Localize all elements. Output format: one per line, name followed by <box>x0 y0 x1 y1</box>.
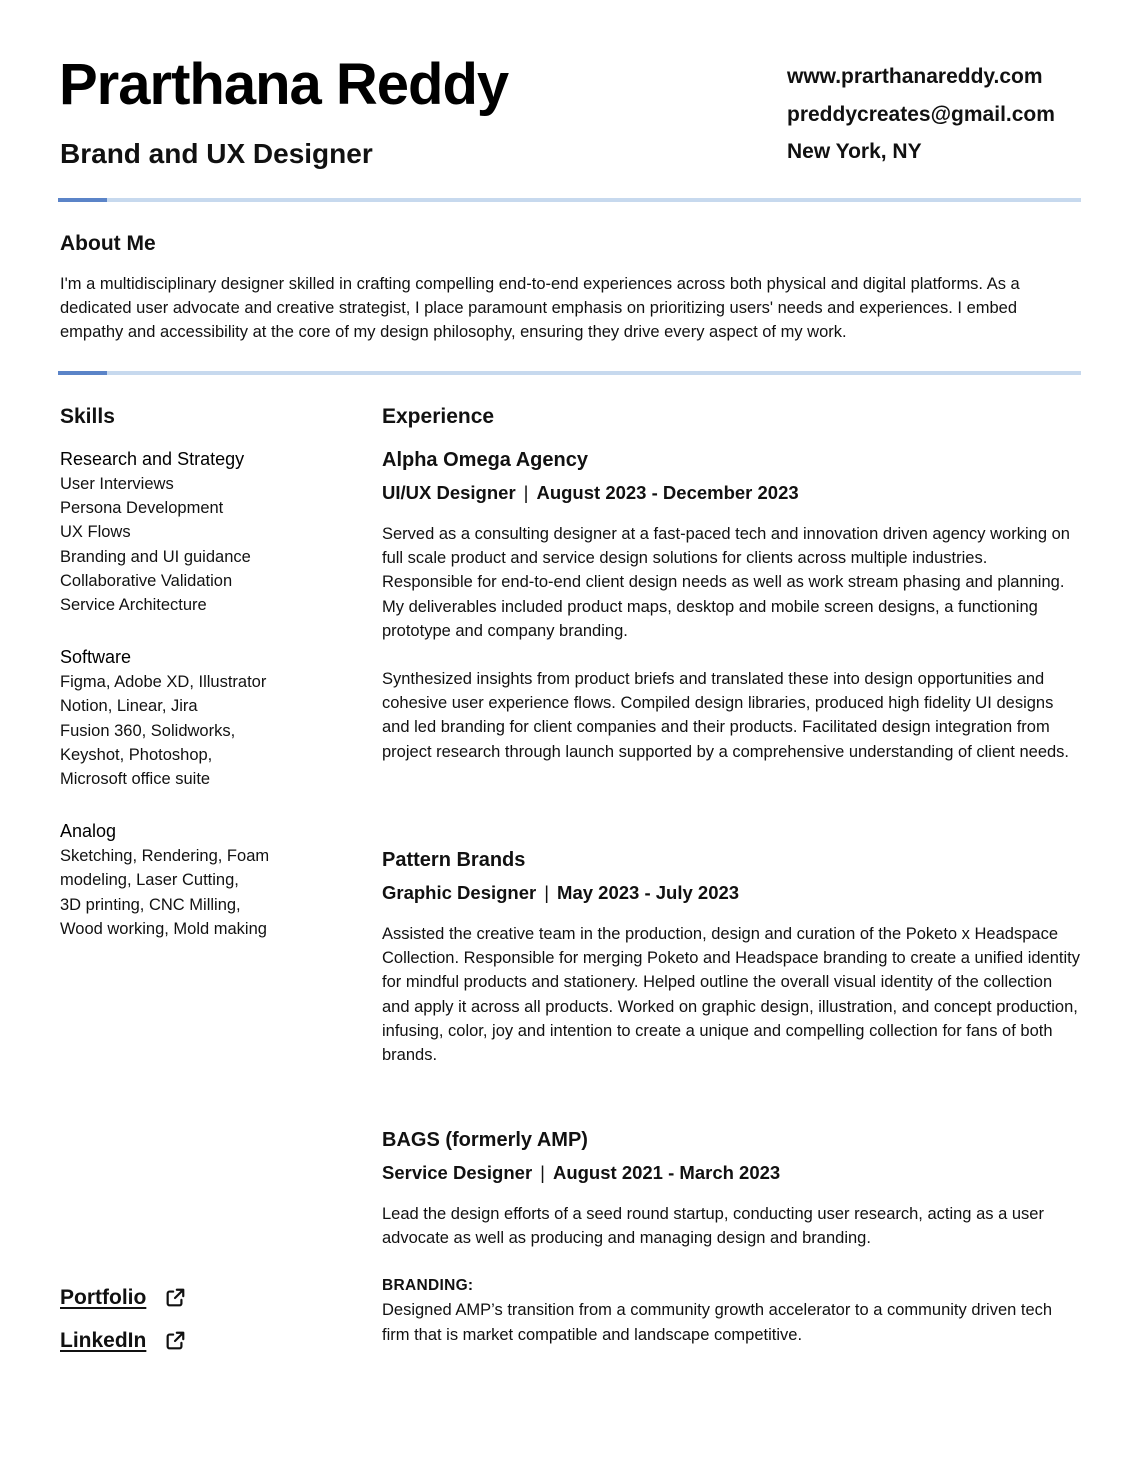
location-text: New York, NY <box>787 140 922 163</box>
section-divider <box>58 371 1081 375</box>
role-separator: | <box>540 1162 545 1183</box>
job-title: Brand and UX Designer <box>60 138 373 169</box>
role-title: Graphic Designer <box>382 882 537 903</box>
skill-item: modeling, Laser Cutting, <box>60 871 239 890</box>
job-pattern-brands <box>382 846 1082 1067</box>
job-alpha-omega <box>382 446 1082 764</box>
role-separator: | <box>523 482 529 503</box>
role-dates: May 2023 - July 2023 <box>557 882 740 903</box>
skill-group-title: Research and Strategy <box>60 449 245 469</box>
email-link[interactable]: preddycreates@gmail.com <box>787 102 1055 126</box>
role-title: Service Designer <box>382 1162 533 1183</box>
skill-item: Keyshot, Photoshop, <box>60 745 213 764</box>
branding-description: Designed AMP’s transition from a community growth accelerator to a community driven tech firm that is market compatible and landscape competitive. <box>382 1301 1053 1344</box>
about-text: I'm a multidisciplinary designer skilled in crafting compelling end-to-end experiences across both physical and digital platforms. As a dedicated user advocate and creative strategist, I place paramount emphasis on prioritizing users' needs and experiences. I embed empathy and accessibility at the core of my design philosophy, ensuring they drive every aspect of my work. <box>60 275 1020 342</box>
job-description: Lead the design efforts of a seed round startup, conducting user research, acting as a user advocate as well as producing and managing design and branding. <box>382 1205 1044 1248</box>
portfolio-row <box>60 1276 186 1319</box>
role-line <box>382 880 1082 906</box>
external-link-icon[interactable] <box>164 1330 186 1352</box>
skill-group-software <box>60 644 320 791</box>
skills-column <box>60 446 320 968</box>
linkedin-link[interactable]: LinkedIn <box>60 1328 147 1352</box>
external-link-icon[interactable] <box>164 1287 186 1309</box>
role-dates: August 2023 - December 2023 <box>536 482 799 503</box>
job-bags <box>382 1126 1082 1347</box>
external-links <box>60 1276 186 1362</box>
skill-item: Wood working, Mold making <box>60 919 267 938</box>
skill-item: Figma, Adobe XD, Illustrator <box>60 673 267 692</box>
role-separator: | <box>544 882 550 903</box>
skill-item: Service Architecture <box>60 596 207 615</box>
role-line <box>382 480 1082 506</box>
skill-item: Persona Development <box>60 499 224 518</box>
branding-subheading: BRANDING: <box>382 1277 474 1295</box>
section-divider <box>58 198 1081 202</box>
experience-heading: Experience <box>382 405 495 428</box>
job-description: Assisted the creative team in the production, design and curation of the Poketo x Headspace Collection. Responsible for merging Poketo and Headspace branding to create a unified identity for mindful products and stationery. Helped outline the overall visual identity of the collection and apply it across all products. Worked on graphic design, illustration, and concept production, infusing, color, joy and intention to create a unique and compelling collection for fans of both brands. <box>382 925 1081 1065</box>
skill-item: User Interviews <box>60 475 174 493</box>
skill-item: 3D printing, CNC Milling, <box>60 895 241 914</box>
role-dates: August 2021 - March 2023 <box>552 1162 781 1183</box>
job-description: Served as a consulting designer at a fast-paced tech and innovation driven agency working on full scale product and service design solutions for clients across multiple industries. Responsible for end-to-end client design needs as well as work stream phasing and planning. My deliverables included product maps, desktop and mobile screen designs, a functioning prototype and company branding. <box>382 525 1070 640</box>
skill-group-title: Analog <box>60 821 117 842</box>
linkedin-row <box>60 1319 186 1362</box>
skill-group-title: Software <box>60 647 132 668</box>
skills-heading: Skills <box>60 405 115 428</box>
company-name: BAGS (formerly AMP) <box>382 1129 588 1151</box>
contact-block <box>787 58 1055 171</box>
company-name: Alpha Omega Agency <box>382 449 588 471</box>
skill-group-research <box>60 446 320 617</box>
company-name: Pattern Brands <box>382 849 526 871</box>
skill-item: UX Flows <box>60 523 131 542</box>
website-link[interactable]: www.prarthanareddy.com <box>787 65 1043 88</box>
candidate-name: Prarthana Reddy <box>59 52 509 117</box>
skill-item: Collaborative Validation <box>60 571 233 590</box>
divider-accent <box>58 371 107 375</box>
role-title: UI/UX Designer <box>382 482 516 503</box>
portfolio-link[interactable]: Portfolio <box>60 1285 147 1309</box>
skill-group-analog <box>60 818 320 941</box>
skill-item: Branding and UI guidance <box>60 547 251 566</box>
skill-item: Fusion 360, Solidworks, <box>60 721 236 740</box>
skill-item: Notion, Linear, Jira <box>60 697 198 716</box>
role-line <box>382 1160 1082 1186</box>
about-heading: About Me <box>60 232 156 255</box>
skill-item: Microsoft office suite <box>60 770 211 789</box>
job-description: Synthesized insights from product briefs and translated these into design opportunities and cohesive user experience flows. Compiled design libraries, produced high fidelity UI designs and led branding for client companies and their products. Facilitated design integration from project research through launch supported by a comprehensive understanding of client needs. <box>382 670 1070 761</box>
divider-accent <box>58 198 107 202</box>
skill-item: Sketching, Rendering, Foam <box>60 847 270 866</box>
